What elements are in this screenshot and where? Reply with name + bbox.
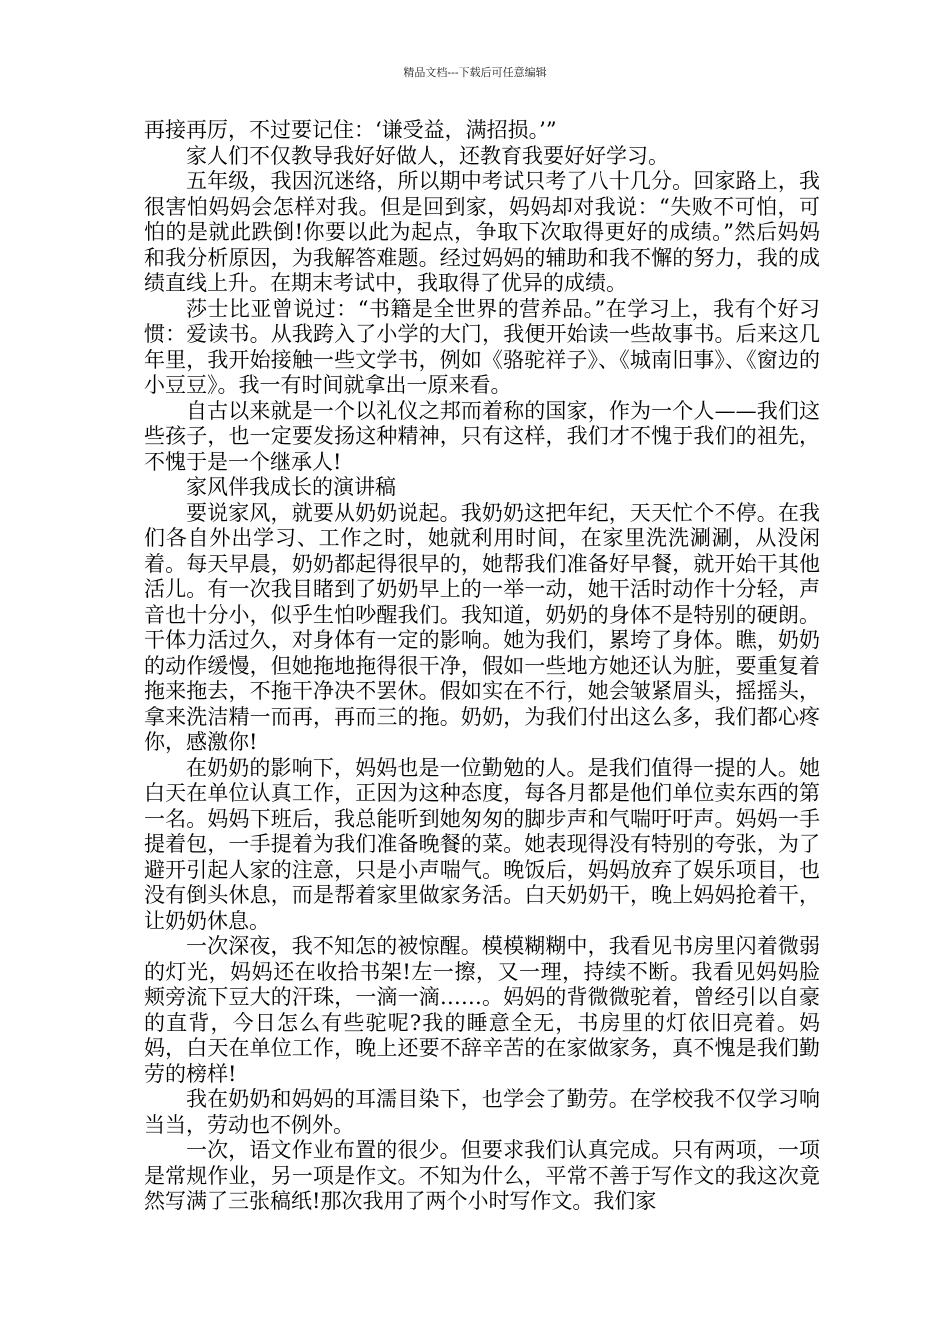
paragraph: 要说家风，就要从奶奶说起。我奶奶这把年纪，天天忙个不停。在我们各自外出学习、工作之时，她就利用时间，在家里洗洗涮涮，从没闲着。每天早晨，奶奶都起得很早的，她帮我们准备好早餐，就开始干其他活儿。有一次我目睹到了奶奶早上的一举一动，她干活时动作十分轻，声音也十分小，似乎生怕吵醒我们。我知道，奶奶的身体不是特别的硬朗。干体力活过久，对身体有一定的影响。她为我们，累垮了身体。瞧，奶奶的动作缓慢，但她拖地拖得很干净，假如一些地方她还认为脏，要重复着拖来拖去，不拖干净决不罢休。假如实在不行，她会皱紧眉头，摇摇头，拿来洗洁精一而再，再而三的拖。奶奶，为我们付出这么多，我们都心疼你，感激你! [144,500,820,754]
document-body [144,118,820,1215]
paragraph: 五年级，我因沉迷络，所以期中考试只考了八十几分。回家路上，我很害怕妈妈会怎样对我。但是回到家，妈妈却对我说：“失败不可怕，可怕的是就此跌倒!你要以此为起点，争取下次取得更好的成绩。”然后妈妈和我分析原因，为我解答难题。经过妈妈的辅助和我不懈的努力，我的成绩直线上升。在期末考试中，我取得了优异的成绩。 [144,169,820,295]
section-title: 家风伴我成长的演讲稿 [186,475,396,499]
paragraph: 家人们不仅教导我好好做人，还教育我要好好学习。 [186,143,669,168]
paragraph-continuation: 再接再厉，不过要记住：‘谦受益，满招损。’” [144,118,557,142]
paragraph: 一次深夜，我不知怎的被惊醒。模模糊糊中，我看见书房里闪着微弱的灯光，妈妈还在收拾书架!左一擦，又一理，持续不断。我看见妈妈脸颊旁流下豆大的汗珠，一滴一滴……。妈妈的背微微驼着，曾经引以自豪的直背，今日怎么有些驼呢?我的睡意全无，书房里的灯依旧亮着。妈妈，白天在单位工作，晚上还要不辞辛苦的在家做家务，真不愧是我们勤劳的榜样! [144,934,820,1086]
page-header: 精品文档---下载后可任意编辑 [403,66,547,79]
paragraph: 一次，语文作业布置的很少。但要求我们认真完成。只有两项，一项是常规作业，另一项是作文。不知为什么，平常不善于写作文的我这次竟然写满了三张稿纸!那次我用了两个小时写作文。我们家 [144,1138,820,1213]
paragraph: 莎士比亚曾说过：“书籍是全世界的营养品。”在学习上，我有个好习惯：爱读书。从我跨入了小学的大门，我便开始读一些故事书。后来这几年里，我开始接触一些文学书，例如《骆驼祥子》、《城南旧事》、《窗边的小豆豆》。我一有时间就拿出一原来看。 [144,296,820,397]
paragraph: 自古以来就是一个以礼仪之邦而着称的国家，作为一个人——我们这些孩子，也一定要发扬这种精神，只有这样，我们才不愧于我们的祖先，不愧于是一个继承人! [144,398,820,474]
paragraph: 我在奶奶和妈妈的耳濡目染下，也学会了勤劳。在学校我不仅学习响当当，劳动也不例外。 [144,1087,820,1137]
paragraph: 在奶奶的影响下，妈妈也是一位勤勉的人。是我们值得一提的人。她白天在单位认真工作，正因为这种态度，每各月都是他们单位卖东西的第一名。妈妈下班后，我总能听到她匆匆的脚步声和气喘吁吁声。妈妈一手提着包，一手提着为我们准备晚餐的菜。她表现得没有特别的夸张，为了避开引起人家的注意，只是小声喘气。晚饭后，妈妈放弃了娱乐项目，也没有倒头休息，而是帮着家里做家务活。白天奶奶干，晚上妈妈抢着干，让奶奶休息。 [144,755,820,933]
